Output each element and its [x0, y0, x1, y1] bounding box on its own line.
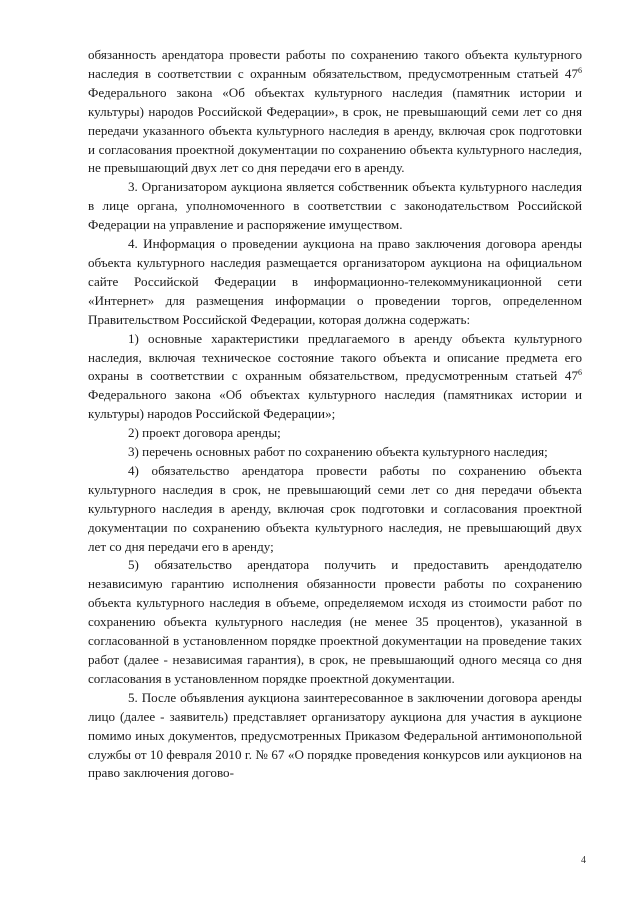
paragraph-text: обязанность арендатора провести работы по сохранению такого объекта культурного наследия в соответствии с охранным обязательством, предусмотренным статьей 47 [88, 47, 582, 81]
paragraph-item-4-2 [88, 424, 582, 443]
paragraph-item-3 [88, 178, 582, 235]
superscript: 6 [578, 368, 582, 378]
paragraph-text: 3) перечень основных работ по сохранению объекта культурного наследия; [128, 444, 548, 460]
page-number: 4 [581, 855, 586, 866]
paragraph-text: Федерального закона «Об объектах культурного наследия (памятниках истории и культуры) народов Российской Федерации»; [88, 387, 582, 422]
paragraph-text: 2) проект договора аренды; [128, 425, 281, 441]
paragraph-item-4 [88, 235, 582, 330]
paragraph-item-5 [88, 689, 582, 784]
paragraph-text: 5) обязательство арендатора получить и предоставить арендодателю независимую гарантию исполнения обязанности провести работы по сохранению объекта культурного наследия в объеме, определяемом исходя из стоимости работ по сохранению объекта культурного наследия (не менее 35 процентов), указанной в согласованной в установленном порядке проектной документации на проведение таких работ (далее - независимая гарантия), в срок, не превышающий одного месяца со дня согласования в установленном порядке проектной документации. [88, 557, 582, 686]
superscript: 6 [578, 65, 582, 75]
paragraph-text: Федерального закона «Об объектах культурного наследия (памятник истории и культуры) народов Российской Федерации», в срок, не превышающий семи лет со дня передачи указанного объекта культурного наследия в аренду, включая срок подготовки и согласования проектной документации по сохранению объекта культурного наследия, не превышающий двух лет со дня передачи его в аренду. [88, 84, 582, 176]
paragraph-text: 1) основные характеристики предлагаемого в аренду объекта культурного наследия, включая техническое состояние такого объекта и описание предмета его охраны в соответствии с охранным обязательством, предусмотренным статьей 47 [88, 330, 582, 384]
paragraph-text: 5. После объявления аукциона заинтересованное в заключении договора аренды лицо (далее - заявитель) представляет организатору аукциона для участия в аукционе помимо иных документов, предусмотренных Приказом Федеральной антимонопольной службы от 10 февраля 2010 г. № 67 «О порядке проведения конкурсов или аукционов на право заключения догово- [88, 689, 582, 781]
document-page [88, 46, 582, 783]
paragraph-item-4-5 [88, 556, 582, 688]
paragraph-item-4-1 [88, 330, 582, 425]
paragraph-item-4-4 [88, 462, 582, 557]
paragraph-item-4-3 [88, 443, 582, 462]
paragraph-text: 4. Информация о проведении аукциона на право заключения договора аренды объекта культурного наследия размещается организатором аукциона на официальном сайте Российской Федерации в информационно-телекоммуникационной сети «Интернет» для размещения информации о проведении торгов, определенном Правительством Российской Федерации, которая должна содержать: [88, 236, 582, 327]
paragraph-text: 3. Организатором аукциона является собственник объекта культурного наследия в лице органа, уполномоченного в соответствии с законодательством Российской Федерации на управление и распоряжение имуществом. [88, 179, 582, 233]
paragraph-text: 4) обязательство арендатора провести работы по сохранению объекта культурного наследия в срок, не превышающий семи лет со дня передачи объекта культурного наследия в аренду, включая срок подготовки и согласования проектной документации по сохранению объекта культурного наследия, не превышающий двух лет со дня передачи его в аренду; [88, 462, 582, 554]
paragraph-continuation [88, 46, 582, 178]
